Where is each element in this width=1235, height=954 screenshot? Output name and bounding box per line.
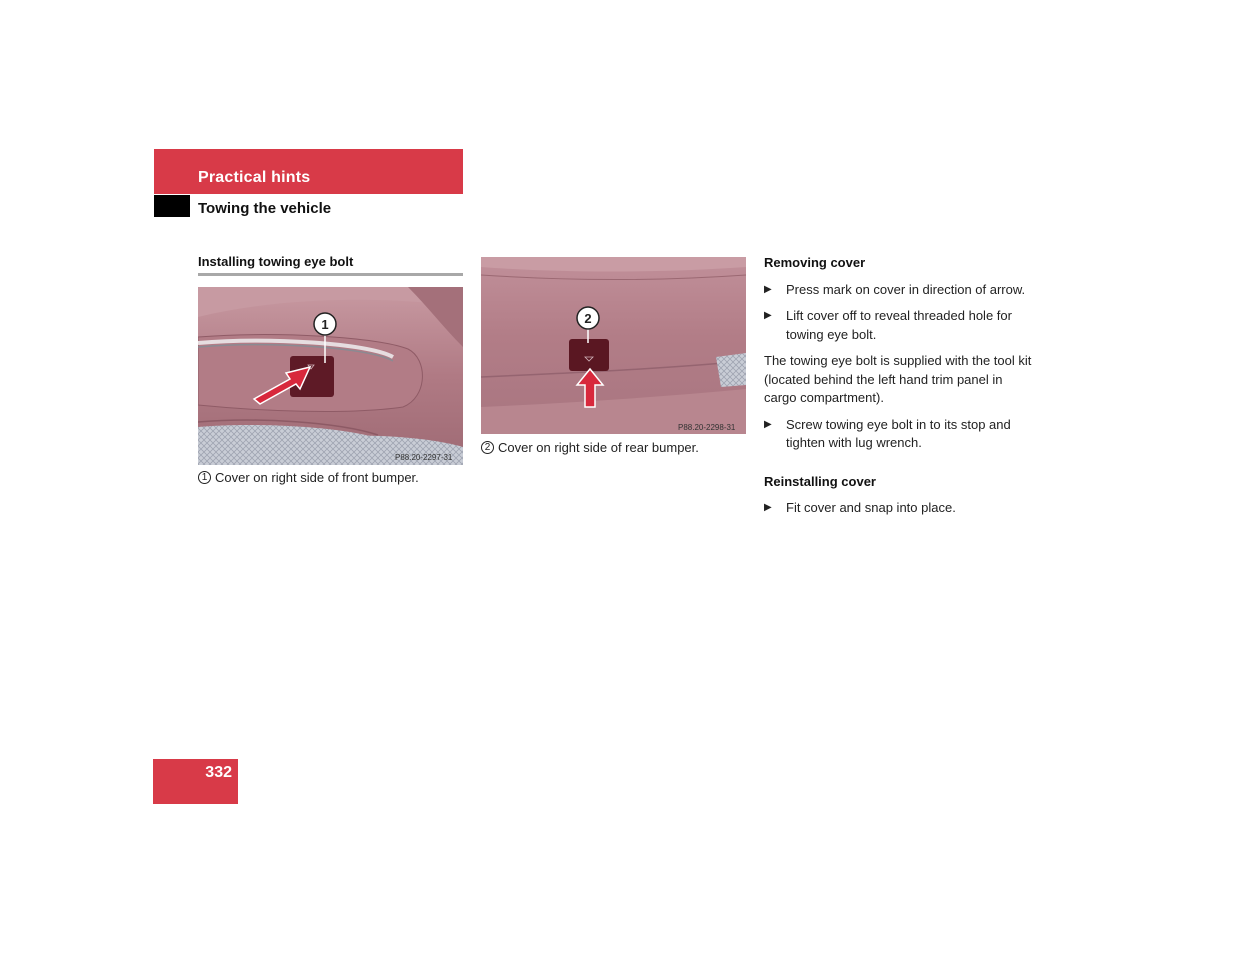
page-subtitle: Towing the vehicle bbox=[198, 200, 332, 217]
front-bumper-illustration bbox=[198, 287, 463, 465]
tool-kit-info: The towing eye bolt is supplied with the tool kit (located behind the left hand trim panel in cargo compartment). bbox=[764, 353, 1032, 405]
front-bumper-caption bbox=[198, 470, 419, 485]
reinstalling-cover-heading: Reinstalling cover bbox=[764, 473, 876, 489]
section-tab-marker bbox=[154, 195, 190, 217]
step-screw-bolt bbox=[764, 416, 1034, 453]
bullet-arrow-icon: ▶ bbox=[764, 283, 772, 295]
rear-bumper-caption bbox=[481, 440, 699, 455]
bullet-arrow-icon: ▶ bbox=[764, 310, 772, 321]
caption-text-1: Cover on right side of front bumper. bbox=[215, 470, 419, 485]
section-title: Practical hints bbox=[198, 169, 311, 186]
bullet-arrow-icon: ▶ bbox=[764, 502, 772, 513]
figure-code-2: P88.20-2298-31 bbox=[678, 423, 736, 432]
front-bumper-figure bbox=[198, 287, 463, 465]
step-text: Press mark on cover in direction of arrow. bbox=[786, 281, 1026, 297]
instructions-column bbox=[764, 254, 1034, 526]
step-lift-cover bbox=[764, 307, 1034, 344]
rear-bumper-illustration bbox=[481, 257, 746, 434]
installing-heading: Installing towing eye bolt bbox=[198, 254, 354, 269]
figure-code-1: P88.20-2297-31 bbox=[395, 453, 453, 462]
rear-bumper-figure bbox=[481, 257, 746, 434]
caption-text-2: Cover on right side of rear bumper. bbox=[498, 440, 699, 455]
step-press-mark bbox=[764, 281, 1034, 300]
page-number: 332 bbox=[205, 764, 232, 781]
step-fit-cover bbox=[764, 499, 1034, 518]
callout-2: 2 bbox=[584, 311, 592, 326]
step-text: Lift cover off to reveal threaded hole for towing eye bolt. bbox=[786, 308, 1012, 342]
callout-1: 1 bbox=[321, 317, 329, 332]
step-text: Fit cover and snap into place. bbox=[786, 500, 956, 515]
caption-number-2: 2 bbox=[481, 441, 494, 454]
caption-number-1: 1 bbox=[198, 471, 211, 484]
heading-rule bbox=[198, 273, 463, 276]
bullet-arrow-icon: ▶ bbox=[764, 418, 772, 430]
removing-cover-heading: Removing cover bbox=[764, 255, 866, 270]
step-text: Screw towing eye bolt in to its stop and tighten with lug wrench. bbox=[786, 416, 1011, 450]
